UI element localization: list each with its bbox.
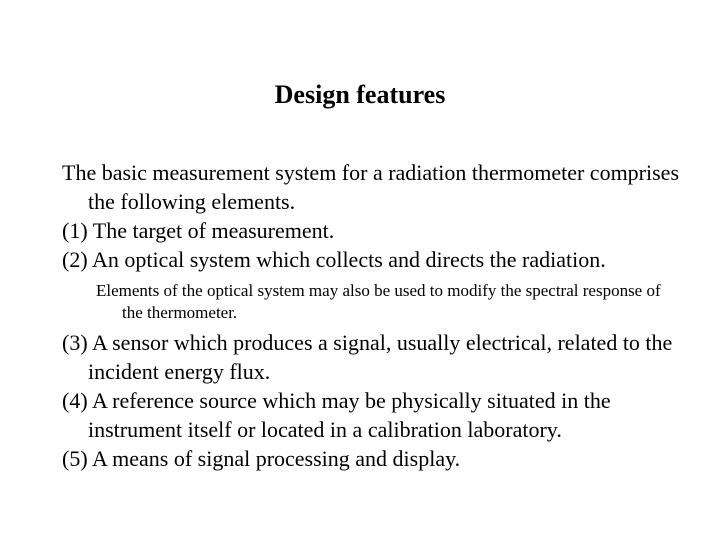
element-item-4: (4) A reference source which may be physically situated in the instrument itself or located in a calibration laboratory.: [62, 388, 611, 442]
element-item-1: (1) The target of measurement.: [62, 218, 335, 243]
optical-system-note: Elements of the optical system may also be used to modify the spectral response of the thermometer.: [96, 281, 661, 322]
slide-title: Design features: [274, 80, 446, 109]
element-item-5: (5) A means of signal processing and display.: [62, 446, 461, 471]
element-item-3: (3) A sensor which produces a signal, usually electrical, related to the incident energy flux.: [62, 330, 673, 384]
element-item-2: (2) An optical system which collects and directs the radiation.: [62, 247, 606, 272]
slide-body: [62, 158, 682, 473]
intro-paragraph: The basic measurement system for a radiation thermometer comprises the following elements.: [62, 160, 680, 214]
